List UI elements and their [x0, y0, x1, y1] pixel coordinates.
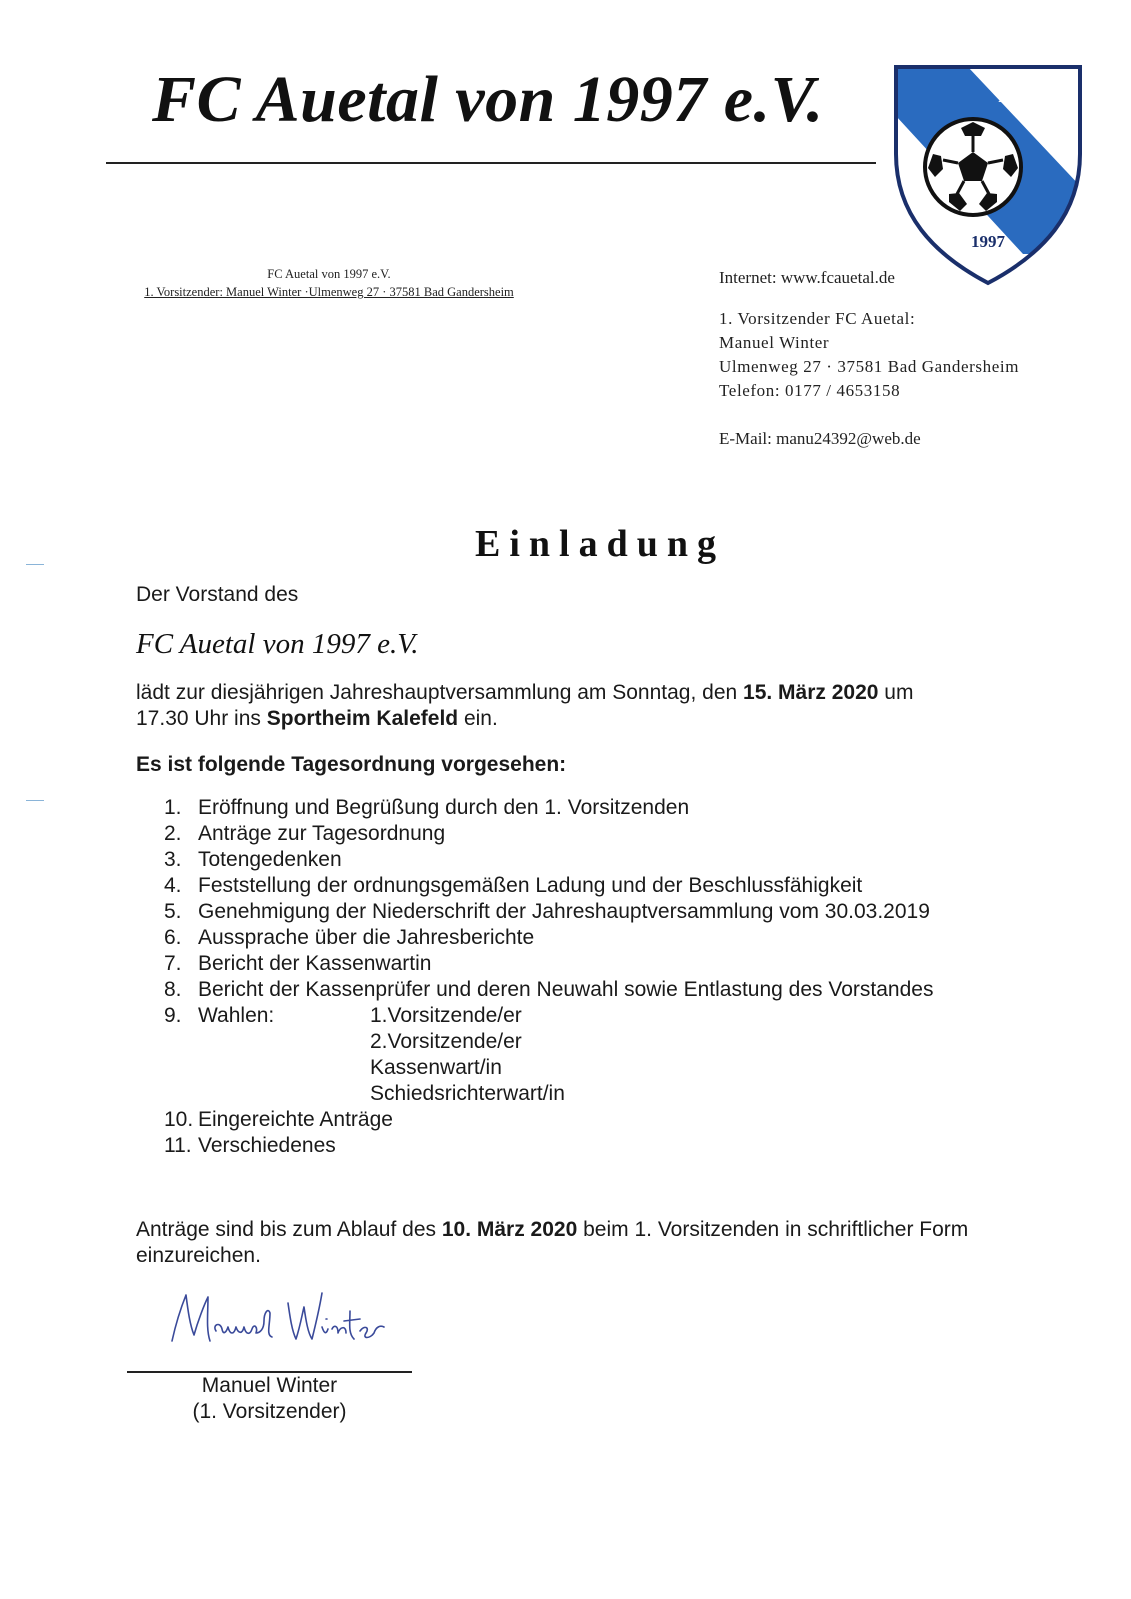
contact-email: E-Mail: manu24392@web.de — [719, 429, 921, 448]
letter-heading: Einladung — [475, 523, 725, 565]
agenda-item: 10. Eingereichte Anträge — [164, 1108, 393, 1131]
agenda-item: 7. Bericht der Kassenwartin — [164, 952, 432, 975]
sender-address: 1. Vorsitzender: Manuel Winter ·Ulmenweg 27 · 37581 Bad Gandersheim — [144, 285, 514, 299]
closing-paragraph: Anträge sind bis zum Ablauf des 10. März 2020 beim 1. Vorsitzenden in schriftlicher Form einzureichen. — [136, 1218, 969, 1267]
sender-name: FC Auetal von 1997 e.V. — [267, 267, 391, 281]
election-row — [164, 1029, 1064, 1055]
agenda-item: 8. Bericht der Kassenprüfer und deren Neuwahl sowie Entlastung des Vorstandes — [164, 978, 934, 1001]
agenda-item: 6. Aussprache über die Jahresberichte — [164, 926, 535, 949]
meeting-date: 15. März 2020 — [743, 681, 879, 704]
internet-line: Internet: www.fcauetal.de — [719, 268, 895, 287]
agenda-list — [164, 795, 1064, 1159]
logo-auetal-text: AUETAL — [998, 91, 1056, 106]
margin-mark — [26, 800, 44, 801]
signer-role: (1. Vorsitzender) — [192, 1400, 347, 1423]
handwritten-signature — [160, 1283, 400, 1363]
meeting-place: Sportheim Kalefeld — [266, 707, 459, 730]
sender-return-address — [89, 265, 569, 301]
soccer-ball-icon — [925, 119, 1021, 215]
signature-block — [127, 1373, 412, 1425]
club-crest-logo — [893, 64, 1083, 286]
contact-name: Manuel Winter — [719, 333, 830, 352]
invitation-paragraph: lädt zur diesjährigen Jahreshauptversammlung am Sonntag, den 15. März 2020 um 17.30 Uhr ins Sportheim Kalefeld ein. — [136, 681, 914, 730]
deadline-date: 10. März 2020 — [441, 1218, 578, 1241]
logo-year-text: 1997 — [971, 232, 1005, 251]
agenda-item: 11. Verschiedenes — [164, 1134, 336, 1157]
agenda-item: 1. Eröffnung und Begrüßung durch den 1. Vorsitzenden — [164, 796, 690, 819]
club-name: FC Auetal von 1997 e.V. — [136, 628, 419, 660]
contact-phone: Telefon: 0177 / 4653158 — [719, 381, 901, 400]
election-position: 2.Vorsitzende/er — [370, 1030, 522, 1053]
agenda-item: 4. Feststellung der ordnungsgemäßen Ladung und der Beschlussfähigkeit — [164, 874, 863, 897]
election-position: Schiedsrichterwart/in — [370, 1082, 565, 1105]
election-row — [164, 1055, 1064, 1081]
title-rule — [106, 162, 876, 164]
agenda-item-elections: 9. Wahlen: 1.Vorsitzende/er — [164, 1004, 522, 1027]
contact-address: Ulmenweg 27 · 37581 Bad Gandersheim — [719, 357, 1020, 376]
election-position: 1.Vorsitzende/er — [370, 1004, 522, 1027]
club-title: FC Auetal von 1997 e.V. — [152, 63, 824, 136]
election-row — [164, 1081, 1064, 1107]
logo-fc-text: FC — [1008, 72, 1026, 87]
signer-name: Manuel Winter — [201, 1374, 338, 1397]
agenda-item: 5. Genehmigung der Niederschrift der Jahreshauptversammlung vom 30.03.2019 — [164, 900, 930, 923]
contact-role: 1. Vorsitzender FC Auetal: — [719, 309, 916, 328]
agenda-heading: Es ist folgende Tagesordnung vorgesehen: — [136, 753, 567, 776]
election-position: Kassenwart/in — [370, 1056, 502, 1079]
intro-text: Der Vorstand des — [136, 583, 299, 606]
contact-block — [719, 266, 1019, 451]
agenda-item: 2. Anträge zur Tagesordnung — [164, 822, 446, 845]
agenda-item: 3. Totengedenken — [164, 848, 342, 871]
